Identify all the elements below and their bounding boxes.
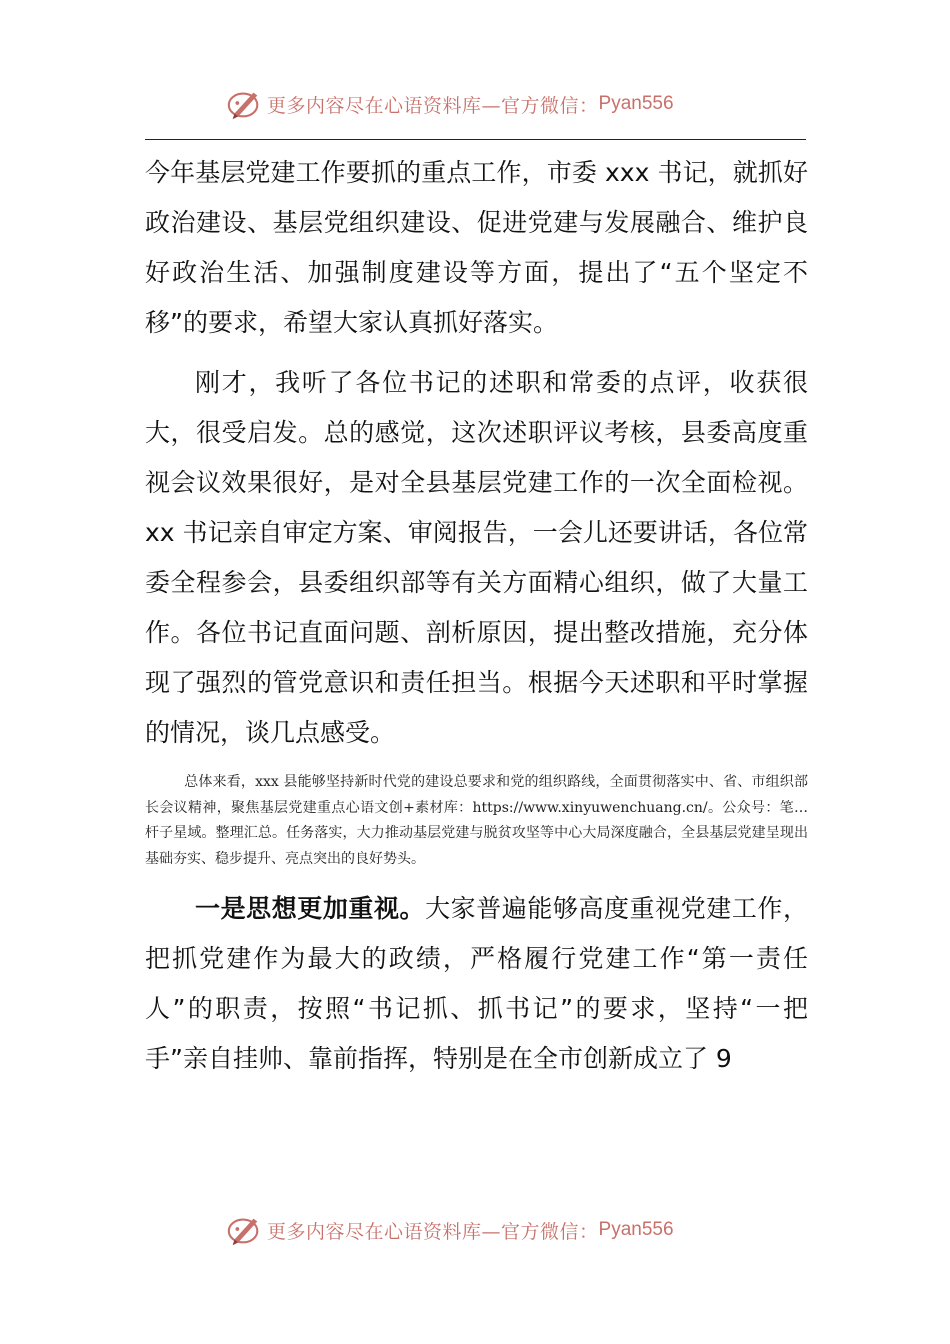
header-divider xyxy=(145,139,806,140)
paragraph-4 xyxy=(145,884,808,1084)
paragraph-4-lead: 一是思想更加重视。 xyxy=(195,894,426,923)
footer-wechat-id: Pyan556 xyxy=(598,1219,674,1240)
header-wechat-id: Pyan556 xyxy=(598,93,674,114)
header-banner-text: 更多内容尽在心语资料库—官方微信： xyxy=(267,94,599,117)
pen-logo-icon xyxy=(225,1211,263,1249)
footer-banner-text: 更多内容尽在心语资料库—官方微信： xyxy=(267,1220,599,1243)
pen-logo-icon xyxy=(225,85,263,123)
paragraph-3-small: 总体来看，xxx 县能够坚持新时代党的建设总要求和党的组织路线，全面贯彻落实中、省、市组织部长会议精神，聚焦基层党建重点心语文创+素材库：https://www.xinyuwenchuang.cn/。公众号：笔…杆子星域。整理汇总。任务落实，大力推动基层党建与脱贫攻坚等中心大局深度融合，全县基层党建呈现出基础夯实、稳步提升、亮点突出的良好势头。 xyxy=(145,774,808,867)
document-body xyxy=(145,148,808,1084)
paragraph-2: 刚才，我听了各位书记的述职和常委的点评，收获很大，很受启发。总的感觉，这次述职评议考核，县委高度重视会议效果很好，是对全县基层党建工作的一次全面检视。xx 书记亲自审定方案、审阅报告，一会儿还要讲话，各位常委全程参会，县委组织部等有关方面精心组织，做了大量工作。各位书记直面问题、剖析原因，提出整改措施，充分体现了强烈的管党意识和责任担当。根据今天述职和平时掌握的情况，谈几点感受。 xyxy=(145,368,808,747)
footer-banner xyxy=(225,1210,745,1250)
paragraph-4-text: 大家普遍能够高度重视党建工作，把抓党建作为最大的政绩，严格履行党建工作“第一责任人”的职责，按照“书记抓、抓书记”的要求，坚持“一把手”亲自挂帅、靠前指挥，特别是在全市创新成立了 9 xyxy=(145,894,808,1073)
header-banner xyxy=(225,84,745,124)
paragraph-1: 今年基层党建工作要抓的重点工作，市委 xxx 书记，就抓好政治建设、基层党组织建设、促进党建与发展融合、维护良好政治生活、加强制度建设等方面，提出了“五个坚定不移”的要求，希望大家认真抓好落实。 xyxy=(145,158,808,337)
